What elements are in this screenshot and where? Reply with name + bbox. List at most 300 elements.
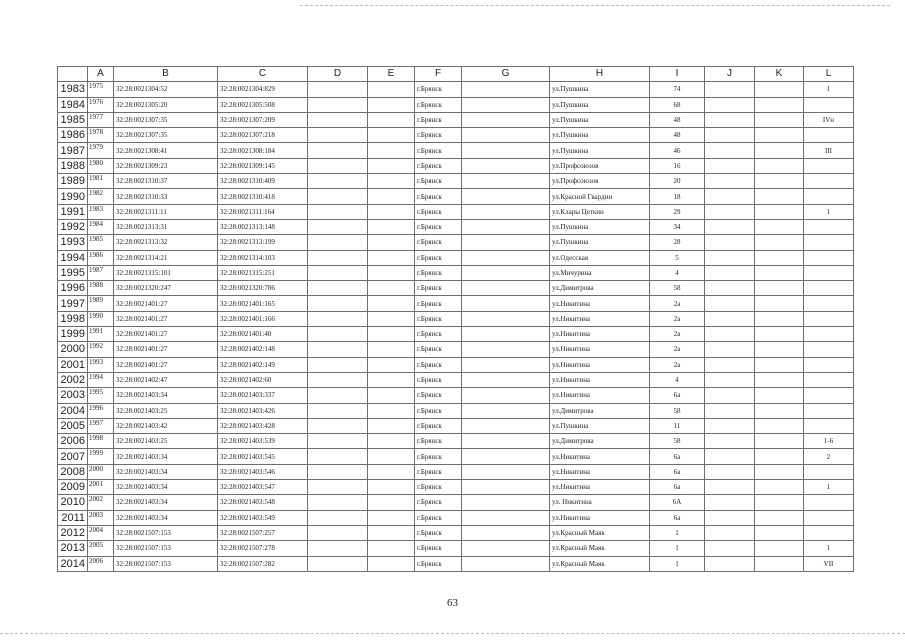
row-number[interactable]: 1986 xyxy=(58,128,88,143)
cell-k[interactable] xyxy=(755,541,804,556)
cell-g[interactable] xyxy=(462,82,550,97)
cell-c[interactable]: 32:28:0021507:278 xyxy=(218,541,308,556)
cell-k[interactable] xyxy=(755,342,804,357)
cell-c[interactable]: 32:28:0021403:547 xyxy=(218,480,308,495)
row-number[interactable]: 2014 xyxy=(58,556,88,571)
cell-l[interactable] xyxy=(804,311,854,326)
cell-a[interactable]: 1980 xyxy=(88,158,114,173)
cell-g[interactable] xyxy=(462,112,550,127)
cell-a[interactable]: 1989 xyxy=(88,296,114,311)
row-number[interactable]: 2004 xyxy=(58,403,88,418)
cell-l[interactable] xyxy=(804,158,854,173)
cell-b[interactable]: 32:28:0021307:35 xyxy=(114,112,218,127)
cell-e[interactable] xyxy=(368,556,415,571)
cell-f[interactable]: г.Брянск xyxy=(415,158,462,173)
cell-b[interactable]: 32:28:0021401:27 xyxy=(114,311,218,326)
cell-h[interactable]: ул.Пушкина xyxy=(550,82,650,97)
cell-k[interactable] xyxy=(755,372,804,387)
cell-e[interactable] xyxy=(368,82,415,97)
cell-c[interactable]: 32:28:0021402:149 xyxy=(218,357,308,372)
row-number[interactable]: 1996 xyxy=(58,281,88,296)
cell-a[interactable]: 1981 xyxy=(88,174,114,189)
cell-a[interactable]: 2002 xyxy=(88,495,114,510)
cell-i[interactable]: 2а xyxy=(650,296,705,311)
cell-e[interactable] xyxy=(368,510,415,525)
cell-j[interactable] xyxy=(705,235,755,250)
cell-j[interactable] xyxy=(705,204,755,219)
cell-k[interactable] xyxy=(755,556,804,571)
cell-d[interactable] xyxy=(308,311,368,326)
cell-h[interactable]: ул.Пушкина xyxy=(550,418,650,433)
cell-f[interactable]: г.Брянск xyxy=(415,525,462,540)
cell-e[interactable] xyxy=(368,418,415,433)
cell-g[interactable] xyxy=(462,525,550,540)
cell-j[interactable] xyxy=(705,112,755,127)
cell-a[interactable]: 1991 xyxy=(88,327,114,342)
cell-e[interactable] xyxy=(368,128,415,143)
cell-b[interactable]: 32:28:0021403:25 xyxy=(114,403,218,418)
cell-h[interactable]: ул.Пушкина xyxy=(550,128,650,143)
cell-g[interactable] xyxy=(462,403,550,418)
cell-f[interactable]: г.Брянск xyxy=(415,174,462,189)
cell-d[interactable] xyxy=(308,235,368,250)
cell-k[interactable] xyxy=(755,403,804,418)
cell-f[interactable]: г.Брянск xyxy=(415,342,462,357)
cell-d[interactable] xyxy=(308,403,368,418)
row-number[interactable]: 1991 xyxy=(58,204,88,219)
cell-c[interactable]: 32:28:0021309:145 xyxy=(218,158,308,173)
cell-a[interactable]: 1994 xyxy=(88,372,114,387)
cell-j[interactable] xyxy=(705,189,755,204)
cell-j[interactable] xyxy=(705,434,755,449)
cell-d[interactable] xyxy=(308,556,368,571)
cell-k[interactable] xyxy=(755,525,804,540)
cell-d[interactable] xyxy=(308,434,368,449)
cell-g[interactable] xyxy=(462,97,550,112)
cell-e[interactable] xyxy=(368,434,415,449)
cell-i[interactable]: 46 xyxy=(650,143,705,158)
cell-f[interactable]: г.Брянск xyxy=(415,434,462,449)
cell-f[interactable]: г.Брянск xyxy=(415,403,462,418)
cell-i[interactable]: 5 xyxy=(650,250,705,265)
cell-c[interactable]: 32:28:0021401:166 xyxy=(218,311,308,326)
row-number[interactable]: 2013 xyxy=(58,541,88,556)
cell-f[interactable]: г.Брянск xyxy=(415,143,462,158)
cell-l[interactable]: 1 xyxy=(804,541,854,556)
cell-d[interactable] xyxy=(308,449,368,464)
cell-k[interactable] xyxy=(755,219,804,234)
cell-j[interactable] xyxy=(705,327,755,342)
cell-f[interactable]: г.Брянск xyxy=(415,372,462,387)
cell-g[interactable] xyxy=(462,434,550,449)
cell-l[interactable] xyxy=(804,372,854,387)
cell-f[interactable]: г.Брянск xyxy=(415,97,462,112)
cell-a[interactable]: 1984 xyxy=(88,219,114,234)
cell-l[interactable] xyxy=(804,464,854,479)
row-number[interactable]: 2002 xyxy=(58,372,88,387)
row-number[interactable]: 2001 xyxy=(58,357,88,372)
cell-g[interactable] xyxy=(462,556,550,571)
cell-i[interactable]: 48 xyxy=(650,128,705,143)
cell-b[interactable]: 32:28:0021401:27 xyxy=(114,342,218,357)
cell-l[interactable] xyxy=(804,219,854,234)
cell-a[interactable]: 1999 xyxy=(88,449,114,464)
cell-g[interactable] xyxy=(462,495,550,510)
cell-j[interactable] xyxy=(705,296,755,311)
cell-i[interactable]: 1 xyxy=(650,541,705,556)
cell-f[interactable]: г.Брянск xyxy=(415,449,462,464)
cell-e[interactable] xyxy=(368,372,415,387)
cell-g[interactable] xyxy=(462,174,550,189)
cell-i[interactable]: 2а xyxy=(650,357,705,372)
cell-f[interactable]: г.Брянск xyxy=(415,311,462,326)
cell-f[interactable]: г.Брянск xyxy=(415,219,462,234)
cell-k[interactable] xyxy=(755,174,804,189)
cell-c[interactable]: 32:28:0021314:103 xyxy=(218,250,308,265)
row-number[interactable]: 2010 xyxy=(58,495,88,510)
cell-a[interactable]: 1997 xyxy=(88,418,114,433)
cell-k[interactable] xyxy=(755,204,804,219)
cell-j[interactable] xyxy=(705,525,755,540)
cell-i[interactable]: 48 xyxy=(650,112,705,127)
row-number[interactable]: 1988 xyxy=(58,158,88,173)
cell-i[interactable]: 4 xyxy=(650,372,705,387)
cell-g[interactable] xyxy=(462,158,550,173)
cell-b[interactable]: 32:28:0021403:34 xyxy=(114,388,218,403)
cell-f[interactable]: г.Брянск xyxy=(415,495,462,510)
cell-i[interactable]: 58 xyxy=(650,403,705,418)
cell-b[interactable]: 32:28:0021305:20 xyxy=(114,97,218,112)
cell-c[interactable]: 32:28:0021403:549 xyxy=(218,510,308,525)
cell-l[interactable] xyxy=(804,495,854,510)
cell-a[interactable]: 1982 xyxy=(88,189,114,204)
cell-f[interactable]: г.Брянск xyxy=(415,388,462,403)
cell-i[interactable]: 6а xyxy=(650,480,705,495)
row-number[interactable]: 1989 xyxy=(58,174,88,189)
cell-l[interactable] xyxy=(804,250,854,265)
cell-e[interactable] xyxy=(368,495,415,510)
cell-g[interactable] xyxy=(462,281,550,296)
cell-k[interactable] xyxy=(755,464,804,479)
cell-i[interactable]: 2а xyxy=(650,327,705,342)
cell-b[interactable]: 32:28:0021315:101 xyxy=(114,265,218,280)
cell-g[interactable] xyxy=(462,311,550,326)
cell-c[interactable]: 32:28:0021403:337 xyxy=(218,388,308,403)
cell-f[interactable]: г.Брянск xyxy=(415,112,462,127)
cell-k[interactable] xyxy=(755,418,804,433)
cell-j[interactable] xyxy=(705,449,755,464)
cell-i[interactable]: 11 xyxy=(650,418,705,433)
cell-l[interactable] xyxy=(804,128,854,143)
cell-g[interactable] xyxy=(462,327,550,342)
cell-a[interactable]: 1986 xyxy=(88,250,114,265)
cell-g[interactable] xyxy=(462,541,550,556)
cell-j[interactable] xyxy=(705,265,755,280)
cell-h[interactable]: ул.Димитрова xyxy=(550,403,650,418)
cell-h[interactable]: ул.Мичурина xyxy=(550,265,650,280)
column-header-f[interactable]: F xyxy=(415,67,462,82)
cell-g[interactable] xyxy=(462,357,550,372)
cell-d[interactable] xyxy=(308,464,368,479)
cell-d[interactable] xyxy=(308,480,368,495)
row-number[interactable]: 1994 xyxy=(58,250,88,265)
cell-i[interactable]: 68 xyxy=(650,97,705,112)
cell-b[interactable]: 32:28:0021507:153 xyxy=(114,556,218,571)
cell-l[interactable] xyxy=(804,174,854,189)
cell-g[interactable] xyxy=(462,464,550,479)
cell-c[interactable]: 32:28:0021310:409 xyxy=(218,174,308,189)
cell-h[interactable]: ул. Никитина xyxy=(550,495,650,510)
cell-b[interactable]: 32:28:0021403:34 xyxy=(114,510,218,525)
cell-i[interactable]: 34 xyxy=(650,219,705,234)
cell-b[interactable]: 32:28:0021507:153 xyxy=(114,525,218,540)
cell-a[interactable]: 1975 xyxy=(88,82,114,97)
cell-j[interactable] xyxy=(705,342,755,357)
cell-f[interactable]: г.Брянск xyxy=(415,556,462,571)
cell-d[interactable] xyxy=(308,510,368,525)
cell-l[interactable] xyxy=(804,189,854,204)
cell-l[interactable] xyxy=(804,296,854,311)
cell-e[interactable] xyxy=(368,97,415,112)
cell-a[interactable]: 2006 xyxy=(88,556,114,571)
column-header-b[interactable]: B xyxy=(114,67,218,82)
cell-e[interactable] xyxy=(368,327,415,342)
cell-a[interactable]: 1998 xyxy=(88,434,114,449)
cell-d[interactable] xyxy=(308,112,368,127)
cell-h[interactable]: ул.Красный Маяк xyxy=(550,556,650,571)
cell-j[interactable] xyxy=(705,495,755,510)
cell-a[interactable]: 1992 xyxy=(88,342,114,357)
cell-g[interactable] xyxy=(462,250,550,265)
cell-j[interactable] xyxy=(705,418,755,433)
cell-a[interactable]: 1987 xyxy=(88,265,114,280)
cell-j[interactable] xyxy=(705,510,755,525)
cell-g[interactable] xyxy=(462,418,550,433)
cell-j[interactable] xyxy=(705,281,755,296)
cell-b[interactable]: 32:28:0021403:25 xyxy=(114,434,218,449)
cell-c[interactable]: 32:28:0021401:165 xyxy=(218,296,308,311)
cell-d[interactable] xyxy=(308,82,368,97)
cell-b[interactable]: 32:28:0021314:21 xyxy=(114,250,218,265)
cell-b[interactable]: 32:28:0021403:34 xyxy=(114,480,218,495)
cell-b[interactable]: 32:28:0021311:11 xyxy=(114,204,218,219)
cell-e[interactable] xyxy=(368,464,415,479)
cell-h[interactable]: ул.Красный Маяк xyxy=(550,541,650,556)
cell-i[interactable]: 20 xyxy=(650,174,705,189)
cell-k[interactable] xyxy=(755,97,804,112)
cell-g[interactable] xyxy=(462,510,550,525)
cell-b[interactable]: 32:28:0021320:247 xyxy=(114,281,218,296)
cell-j[interactable] xyxy=(705,82,755,97)
column-header-h[interactable]: H xyxy=(550,67,650,82)
cell-k[interactable] xyxy=(755,235,804,250)
cell-h[interactable]: ул.Никитина xyxy=(550,327,650,342)
cell-l[interactable] xyxy=(804,510,854,525)
cell-b[interactable]: 32:28:0021403:34 xyxy=(114,449,218,464)
cell-j[interactable] xyxy=(705,464,755,479)
cell-j[interactable] xyxy=(705,403,755,418)
cell-d[interactable] xyxy=(308,281,368,296)
cell-k[interactable] xyxy=(755,311,804,326)
row-number[interactable]: 1995 xyxy=(58,265,88,280)
cell-j[interactable] xyxy=(705,174,755,189)
cell-j[interactable] xyxy=(705,556,755,571)
cell-i[interactable]: 6А xyxy=(650,495,705,510)
cell-f[interactable]: г.Брянск xyxy=(415,82,462,97)
cell-i[interactable]: 6а xyxy=(650,510,705,525)
cell-j[interactable] xyxy=(705,311,755,326)
cell-h[interactable]: ул.Никитина xyxy=(550,342,650,357)
cell-k[interactable] xyxy=(755,128,804,143)
cell-k[interactable] xyxy=(755,434,804,449)
cell-k[interactable] xyxy=(755,296,804,311)
cell-f[interactable]: г.Брянск xyxy=(415,189,462,204)
cell-e[interactable] xyxy=(368,311,415,326)
cell-c[interactable]: 32:28:0021507:282 xyxy=(218,556,308,571)
cell-d[interactable] xyxy=(308,541,368,556)
cell-l[interactable] xyxy=(804,342,854,357)
cell-d[interactable] xyxy=(308,388,368,403)
cell-b[interactable]: 32:28:0021401:27 xyxy=(114,357,218,372)
cell-l[interactable] xyxy=(804,388,854,403)
cell-c[interactable]: 32:28:0021307:218 xyxy=(218,128,308,143)
cell-b[interactable]: 32:28:0021310:33 xyxy=(114,189,218,204)
cell-e[interactable] xyxy=(368,250,415,265)
cell-c[interactable]: 32:28:0021313:148 xyxy=(218,219,308,234)
cell-f[interactable]: г.Брянск xyxy=(415,281,462,296)
cell-k[interactable] xyxy=(755,143,804,158)
cell-k[interactable] xyxy=(755,357,804,372)
cell-l[interactable] xyxy=(804,281,854,296)
cell-d[interactable] xyxy=(308,189,368,204)
cell-g[interactable] xyxy=(462,449,550,464)
cell-f[interactable]: г.Брянск xyxy=(415,464,462,479)
cell-b[interactable]: 32:28:0021313:31 xyxy=(114,219,218,234)
cell-e[interactable] xyxy=(368,541,415,556)
cell-a[interactable]: 1985 xyxy=(88,235,114,250)
cell-f[interactable]: г.Брянск xyxy=(415,480,462,495)
cell-b[interactable]: 32:28:0021403:34 xyxy=(114,495,218,510)
cell-f[interactable]: г.Брянск xyxy=(415,418,462,433)
cell-h[interactable]: ул.Пушкина xyxy=(550,97,650,112)
cell-a[interactable]: 2003 xyxy=(88,510,114,525)
cell-i[interactable]: 6а xyxy=(650,464,705,479)
cell-h[interactable]: ул.Пушкина xyxy=(550,235,650,250)
cell-e[interactable] xyxy=(368,525,415,540)
cell-l[interactable] xyxy=(804,265,854,280)
cell-a[interactable]: 1993 xyxy=(88,357,114,372)
row-number[interactable]: 1999 xyxy=(58,327,88,342)
row-number[interactable]: 2005 xyxy=(58,418,88,433)
row-number[interactable]: 2008 xyxy=(58,464,88,479)
cell-h[interactable]: ул.Никитина xyxy=(550,449,650,464)
cell-h[interactable]: ул.Никитина xyxy=(550,510,650,525)
cell-e[interactable] xyxy=(368,204,415,219)
cell-g[interactable] xyxy=(462,128,550,143)
cell-d[interactable] xyxy=(308,250,368,265)
cell-d[interactable] xyxy=(308,265,368,280)
cell-h[interactable]: ул.Димитрова xyxy=(550,434,650,449)
cell-g[interactable] xyxy=(462,480,550,495)
cell-a[interactable]: 1996 xyxy=(88,403,114,418)
row-number[interactable]: 2000 xyxy=(58,342,88,357)
cell-l[interactable] xyxy=(804,357,854,372)
cell-l[interactable]: 1 xyxy=(804,204,854,219)
cell-c[interactable]: 32:28:0021507:257 xyxy=(218,525,308,540)
cell-e[interactable] xyxy=(368,388,415,403)
row-number[interactable]: 2007 xyxy=(58,449,88,464)
cell-a[interactable]: 1977 xyxy=(88,112,114,127)
column-header-d[interactable]: D xyxy=(308,67,368,82)
cell-b[interactable]: 32:28:0021401:27 xyxy=(114,327,218,342)
cell-h[interactable]: ул.Профсоюзов xyxy=(550,158,650,173)
cell-e[interactable] xyxy=(368,296,415,311)
cell-e[interactable] xyxy=(368,342,415,357)
cell-h[interactable]: ул.Пушкина xyxy=(550,143,650,158)
cell-c[interactable]: 32:28:0021305:508 xyxy=(218,97,308,112)
cell-h[interactable]: ул.Никитина xyxy=(550,464,650,479)
cell-f[interactable]: г.Брянск xyxy=(415,128,462,143)
row-number[interactable]: 1998 xyxy=(58,311,88,326)
cell-h[interactable]: ул.Клары Цеткин xyxy=(550,204,650,219)
cell-k[interactable] xyxy=(755,510,804,525)
cell-b[interactable]: 32:28:0021310:37 xyxy=(114,174,218,189)
cell-j[interactable] xyxy=(705,372,755,387)
cell-e[interactable] xyxy=(368,219,415,234)
cell-d[interactable] xyxy=(308,174,368,189)
cell-e[interactable] xyxy=(368,449,415,464)
row-number[interactable]: 1985 xyxy=(58,112,88,127)
cell-b[interactable]: 32:28:0021308:41 xyxy=(114,143,218,158)
cell-c[interactable]: 32:28:0021403:546 xyxy=(218,464,308,479)
cell-c[interactable]: 32:28:0021401:40 xyxy=(218,327,308,342)
cell-g[interactable] xyxy=(462,143,550,158)
cell-c[interactable]: 32:28:0021313:199 xyxy=(218,235,308,250)
cell-i[interactable]: 28 xyxy=(650,235,705,250)
cell-i[interactable]: 29 xyxy=(650,204,705,219)
cell-f[interactable]: г.Брянск xyxy=(415,510,462,525)
cell-l[interactable]: IVн xyxy=(804,112,854,127)
cell-k[interactable] xyxy=(755,495,804,510)
cell-i[interactable]: 1 xyxy=(650,556,705,571)
column-header-i[interactable]: I xyxy=(650,67,705,82)
cell-l[interactable] xyxy=(804,327,854,342)
cell-d[interactable] xyxy=(308,158,368,173)
cell-k[interactable] xyxy=(755,388,804,403)
column-header-j[interactable]: J xyxy=(705,67,755,82)
cell-l[interactable] xyxy=(804,403,854,418)
column-header-k[interactable]: K xyxy=(755,67,804,82)
cell-i[interactable]: 2а xyxy=(650,342,705,357)
column-header-c[interactable]: C xyxy=(218,67,308,82)
cell-l[interactable] xyxy=(804,525,854,540)
cell-h[interactable]: ул.Красный Маяк xyxy=(550,525,650,540)
row-number[interactable]: 1993 xyxy=(58,235,88,250)
cell-b[interactable]: 32:28:0021403:34 xyxy=(114,464,218,479)
cell-c[interactable]: 32:28:0021403:545 xyxy=(218,449,308,464)
cell-d[interactable] xyxy=(308,327,368,342)
corner-cell[interactable] xyxy=(58,67,88,82)
cell-i[interactable]: 74 xyxy=(650,82,705,97)
cell-d[interactable] xyxy=(308,372,368,387)
cell-i[interactable]: 58 xyxy=(650,434,705,449)
column-header-g[interactable]: G xyxy=(462,67,550,82)
column-header-e[interactable]: E xyxy=(368,67,415,82)
cell-l[interactable] xyxy=(804,235,854,250)
cell-c[interactable]: 32:28:0021310:418 xyxy=(218,189,308,204)
cell-f[interactable]: г.Брянск xyxy=(415,296,462,311)
cell-e[interactable] xyxy=(368,403,415,418)
